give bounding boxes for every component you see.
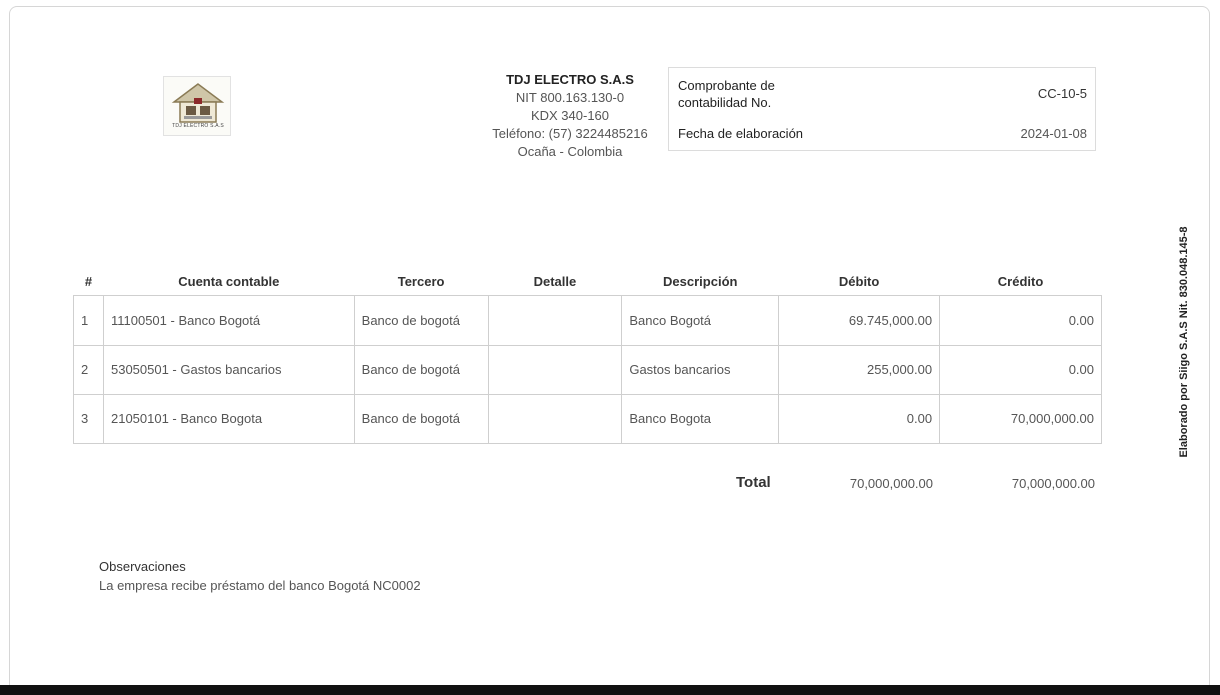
header-credito: Crédito	[997, 274, 1044, 289]
company-name: TDJ ELECTRO S.A.S	[506, 72, 634, 87]
company-address: KDX 340-160	[530, 108, 610, 123]
company-phone: Teléfono: (57) 3224485216	[492, 126, 648, 141]
observaciones-title: Observaciones	[99, 559, 186, 574]
cell-descripcion: Banco Bogota	[622, 395, 779, 444]
voucher-info-box	[668, 67, 1096, 151]
cell-descripcion: Gastos bancarios	[622, 346, 779, 395]
table-row	[74, 395, 1102, 444]
cell-cuenta: 11100501 - Banco Bogotá	[103, 296, 354, 346]
company-city: Ocaña - Colombia	[517, 144, 623, 159]
cell-tercero: Banco de bogotá	[354, 346, 488, 395]
company-info	[470, 71, 670, 161]
voucher-date-label: Fecha de elaboración	[678, 126, 804, 141]
cell-descripcion: Banco Bogotá	[622, 296, 779, 346]
cell-credito: 0.00	[940, 346, 1102, 395]
cell-credito: 70,000,000.00	[940, 395, 1102, 444]
header-debito: Débito	[838, 274, 880, 289]
side-credit-text: Elaborado por Siigo S.A.S Nit. 830.048.145-8	[1178, 226, 1190, 458]
total-credito: 70,000,000.00	[1011, 476, 1095, 491]
table-header-row	[74, 268, 1102, 296]
cell-cuenta: 21050101 - Banco Bogota	[103, 395, 354, 444]
cell-cuenta: 53050501 - Gastos bancarios	[103, 346, 354, 395]
company-nit: NIT 800.163.130-0	[515, 90, 625, 105]
voucher-number-label: Comprobante de contabilidad No.	[678, 78, 775, 110]
total-debito: 70,000,000.00	[849, 476, 933, 491]
house-logo-icon	[170, 80, 226, 124]
voucher-date-value: 2024-01-08	[1020, 126, 1087, 141]
header-index: #	[84, 274, 93, 289]
cell-credito: 0.00	[940, 296, 1102, 346]
logo-caption: TDJ ELECTRO S.A.S	[172, 123, 224, 129]
cell-index: 2	[74, 346, 104, 395]
cell-detalle	[488, 395, 622, 444]
cell-index: 1	[74, 296, 104, 346]
table-row	[74, 346, 1102, 395]
cell-detalle	[488, 296, 622, 346]
table-row	[74, 296, 1102, 346]
cell-detalle	[488, 346, 622, 395]
cell-debito: 0.00	[779, 395, 940, 444]
cell-index: 3	[74, 395, 104, 444]
company-logo	[163, 76, 231, 136]
cell-tercero: Banco de bogotá	[354, 296, 488, 346]
header-cuenta: Cuenta contable	[178, 274, 280, 289]
header-detalle: Detalle	[533, 274, 577, 289]
bottom-bar	[0, 685, 1220, 695]
observaciones-text: La empresa recibe préstamo del banco Bogotá NC0002	[99, 578, 421, 593]
cell-debito: 255,000.00	[779, 346, 940, 395]
header-tercero: Tercero	[397, 274, 445, 289]
voucher-number-value: CC-10-5	[1037, 86, 1087, 101]
cell-tercero: Banco de bogotá	[354, 395, 488, 444]
header-descripcion: Descripción	[663, 274, 738, 289]
cell-debito: 69.745,000.00	[779, 296, 940, 346]
total-label: Total	[736, 474, 771, 491]
entries-table	[73, 268, 1102, 444]
